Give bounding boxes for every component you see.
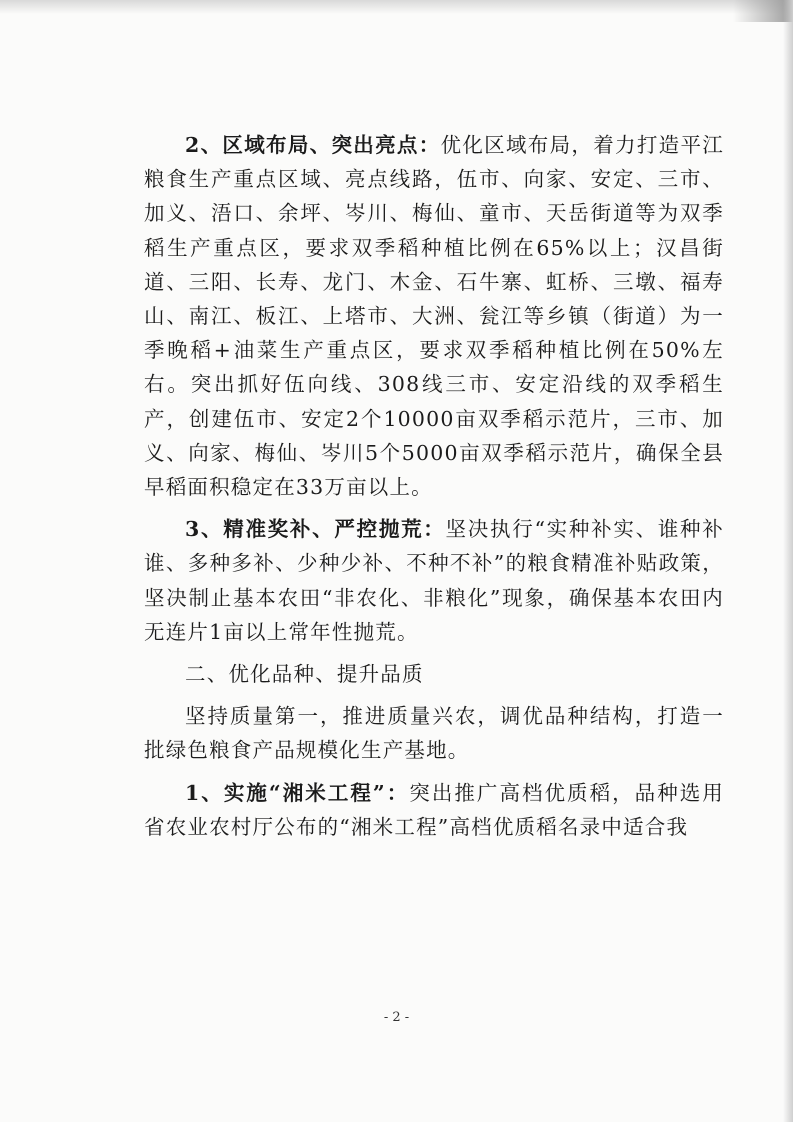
- paragraph-heading: 1、实施“湘米工程”：: [185, 780, 410, 805]
- paragraph-heading: 3、精准奖补、严控抛荒：: [185, 517, 446, 542]
- paragraph-quality-intro: 坚持质量第一，推进质量兴农，调优品种结构，打造一批绿色粮食产品规模化生产基地。: [144, 704, 724, 763]
- paragraph-text: 优化区域布局，着力打造平江粮食生产重点区域、亮点线路，伍市、向家、安定、三市、加义、浯口、余坪、岑川、梅仙、童市、天岳街道等为双季稻生产重点区，要求双季稻种植比例在65%以上；汉昌街道、三阳、长寿、龙门、木金、石牛寨、虹桥、三墩、福寿山、南江、板江、上塔市、大洲、瓮江等乡镇（街道）为一季晚稻+油菜生产重点区，要求双季稻种植比例在50%左右。突出抓好伍向线、308线三市、安定沿线的双季稻生产，创建伍市、安定2个10000亩双季稻示范片，三市、加义、向家、梅仙、岑川5个5000亩双季稻示范片，确保全县早稻面积稳定在33万亩以上。: [144, 133, 724, 500]
- scan-edge-right: [783, 0, 793, 1122]
- paragraph-xiangmi-project: [144, 776, 724, 844]
- scan-edge-top: [0, 0, 793, 14]
- paragraph-text: 突出推广高档优质稻，品种选用省农业农村厅公布的“湘米工程”高档优质稻名录中适合我: [144, 780, 724, 839]
- document-body: [144, 128, 724, 844]
- page-number: - 2 -: [383, 1010, 410, 1025]
- paragraph-heading: 2、区域布局、突出亮点：: [185, 133, 441, 157]
- paragraph-subsidy-control: [144, 512, 724, 649]
- paragraph-regional-layout: [144, 128, 724, 504]
- paragraph-text: 坚决执行“实种补实、谁种补谁、多种多补、少种少补、不种不补”的粮食精准补贴政策，坚决制止基本农田“非农化、非粮化”现象，确保基本农田内无连片1亩以上常年性抛荒。: [144, 517, 724, 644]
- section-heading: 二、优化品种、提升品质: [185, 662, 424, 687]
